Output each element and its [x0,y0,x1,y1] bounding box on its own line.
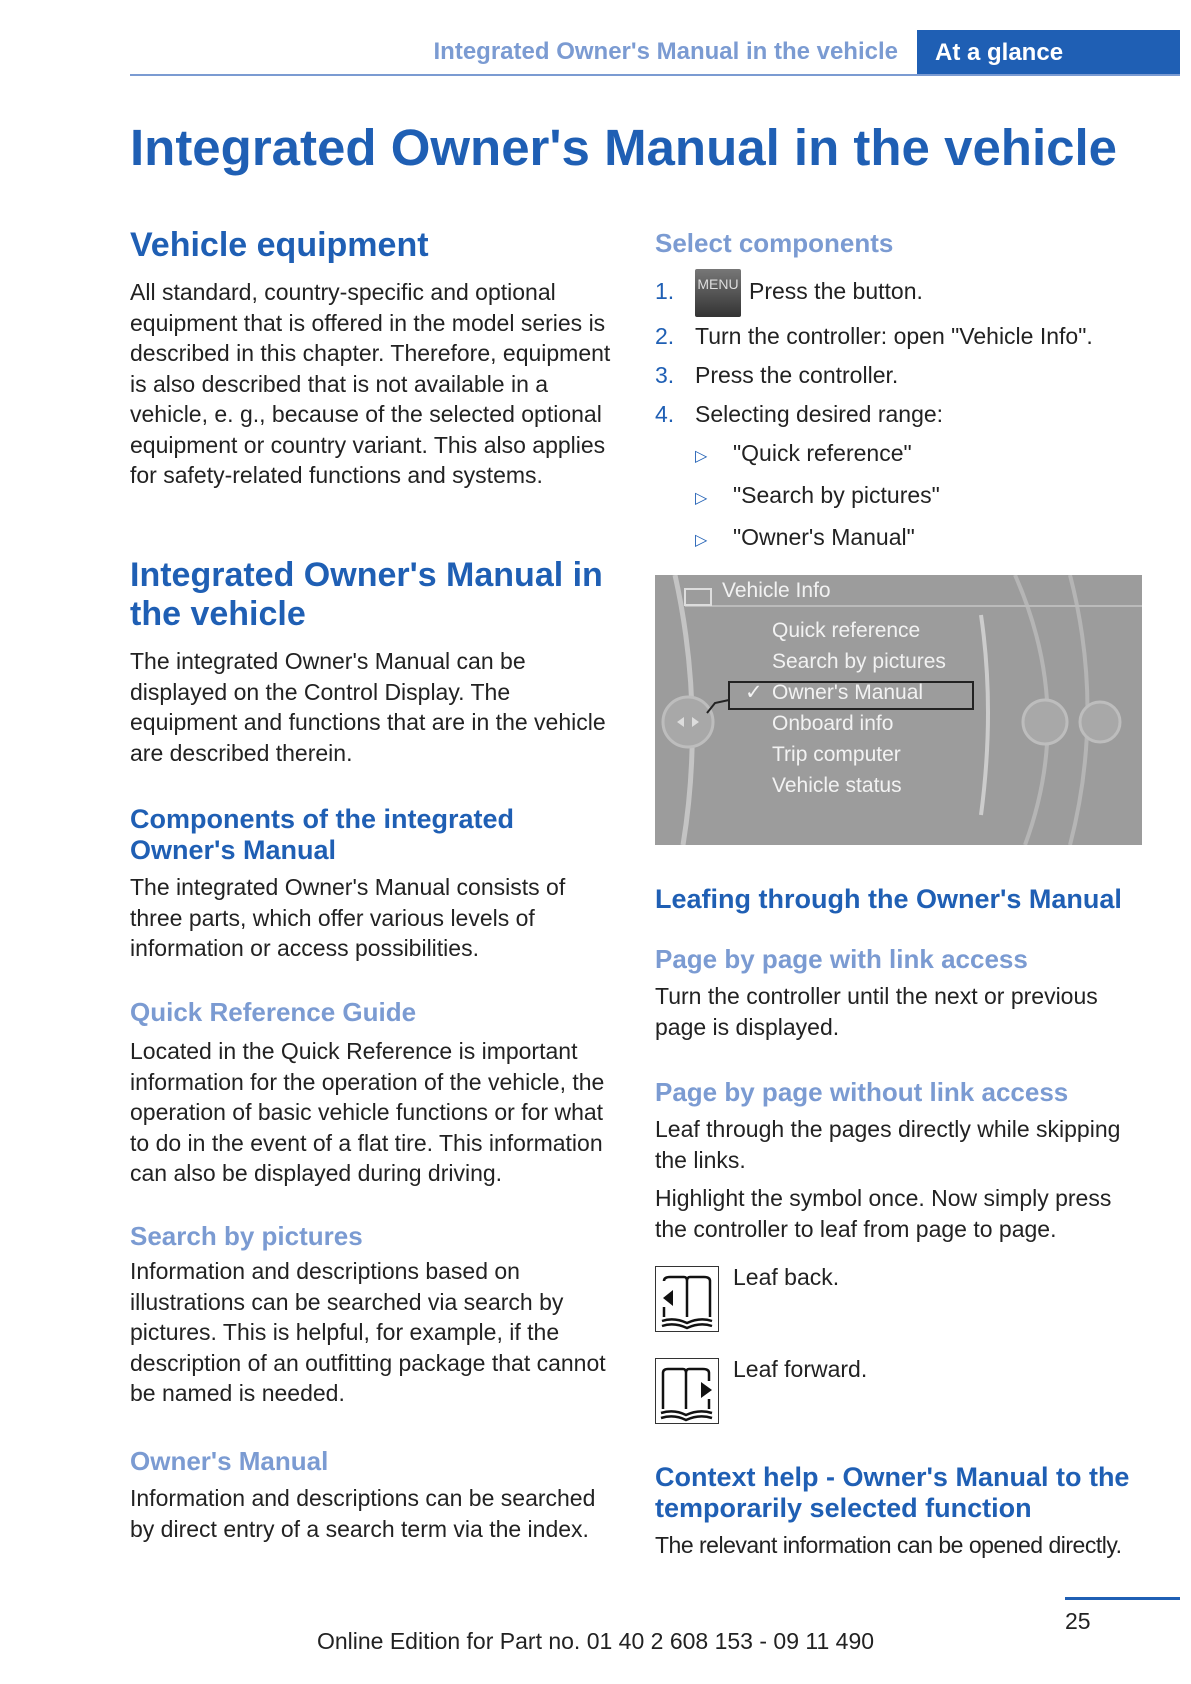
leaf-forward-icon [655,1358,719,1424]
paragraph: The integrated Owner's Manual can be displayed on the Control Display. The equipment and functions that are in the vehicle are described therein. [130,648,606,766]
page-title: Integrated Owner's Manual in the vehicle [130,119,1118,176]
screen-menu-item[interactable]: Trip computer [772,743,901,766]
screen-menu-item[interactable]: Search by pictures [772,650,946,673]
paragraph: Leaf through the pages directly while skipping the links. [655,1116,1121,1173]
triangle-bullet-icon: ▷ [695,448,708,465]
steps-list [655,269,1145,434]
step [655,356,1145,395]
step-number: 4. [655,401,675,427]
option [655,476,1145,518]
screen-title: Vehicle Info [722,579,831,602]
paragraph: Turn the controller until the next or previous page is displayed. [655,983,1098,1040]
section-with-link [655,944,1145,1042]
step [655,395,1145,434]
section-search-pictures [130,1221,620,1409]
page-number-rule [1065,1597,1180,1600]
heading: Integrated Owner's Manual in the vehicle [130,556,603,633]
heading: Vehicle equipment [130,226,429,264]
paragraph: Information and descriptions based on illustrations can be searched via search by pictures. This is helpful, for example, if the description of an outfitting package that cannot be named is needed. [130,1258,606,1406]
page-number: 25 [1065,1608,1091,1634]
triangle-bullet-icon: ▷ [695,490,708,507]
option-text: "Owner's Manual" [733,524,915,550]
paragraph: All standard, country-specific and optional equipment that is offered in the model series is described in this chapter. Therefore, equipment is also described that is not available in a vehicle, e. g., because of the selected optional equipment or country variant. This also applies for safety-related functions and systems. [130,279,611,488]
heading-leafing: Leafing through the Owner's Manual [655,884,1122,914]
option [655,518,1145,560]
heading: Quick Reference Guide [130,997,417,1027]
screen-menu-item-selected[interactable]: Owner's Manual [772,681,924,704]
check-icon: ✓ [745,681,763,704]
section-context-help [655,1462,1145,1561]
heading: Page by page without link access [655,1077,1069,1107]
option-text: "Search by pictures" [733,482,940,508]
heading: Search by pictures [130,1221,363,1251]
heading: Components of the integrated Owner's Manual [130,804,514,865]
section-integrated [130,556,620,768]
option [655,434,1145,476]
paragraph: Located in the Quick Reference is important information for the operation of the vehicle, the operation of basic vehicle functions or for what to do in the event of a flat tire. This information can also be displayed during driving. [130,1038,605,1186]
section-components [130,804,620,964]
screen-menu-item[interactable]: Onboard info [772,712,894,735]
footer-edition: Online Edition for Part no. 01 40 2 608 153 - 09 11 490 [316,1628,875,1654]
options-list [655,434,1145,560]
section-select-components [655,228,1145,560]
step-text: Press the controller. [695,362,899,388]
control-display-screenshot [655,575,1142,845]
paragraph: Highlight the symbol once. Now simply press the controller to leaf from page to page. [655,1185,1112,1242]
triangle-bullet-icon: ▷ [695,532,708,549]
step-text: Selecting desired range: [695,401,944,427]
paragraph: Information and descriptions can be searched by direct entry of a search term via the index. [130,1485,596,1542]
leaf-forward-label: Leaf forward. [733,1356,868,1382]
leaf-back-icon [655,1266,719,1332]
header-section-link[interactable]: Integrated Owner's Manual in the vehicle [433,38,898,65]
step-text: Turn the controller: open "Vehicle Info". [695,323,1093,349]
step-number: 1. [655,278,675,305]
heading: Page by page with link access [655,944,1028,974]
section-owners-manual [130,1446,620,1544]
leaf-back-label: Leaf back. [733,1264,840,1290]
heading: Owner's Manual [130,1446,329,1476]
step-number: 3. [655,362,675,388]
paragraph: The relevant information can be opened directly. [655,1532,1122,1558]
paragraph: The integrated Owner's Manual consists of three parts, which offer various levels of information or access possibilities. [130,874,566,961]
step-text: Press the button. [749,278,923,305]
menu-button-icon: MENU [695,269,741,317]
header-chapter-tab[interactable]: At a glance [917,30,1180,76]
header-divider [130,74,1180,76]
step [655,317,1145,356]
option-text: "Quick reference" [733,440,912,466]
step-number: 2. [655,323,675,349]
step [655,269,1145,317]
screen-menu-item[interactable]: Vehicle status [772,774,902,797]
section-without-link [655,1077,1145,1244]
display-decoration [655,575,1142,845]
screen-menu-item[interactable]: Quick reference [772,619,921,642]
heading: Select components [655,228,894,258]
heading: Context help - Owner's Manual to the temporarily selected function [655,1462,1130,1523]
section-quick-reference [130,997,620,1189]
section-vehicle-equipment [130,226,620,491]
